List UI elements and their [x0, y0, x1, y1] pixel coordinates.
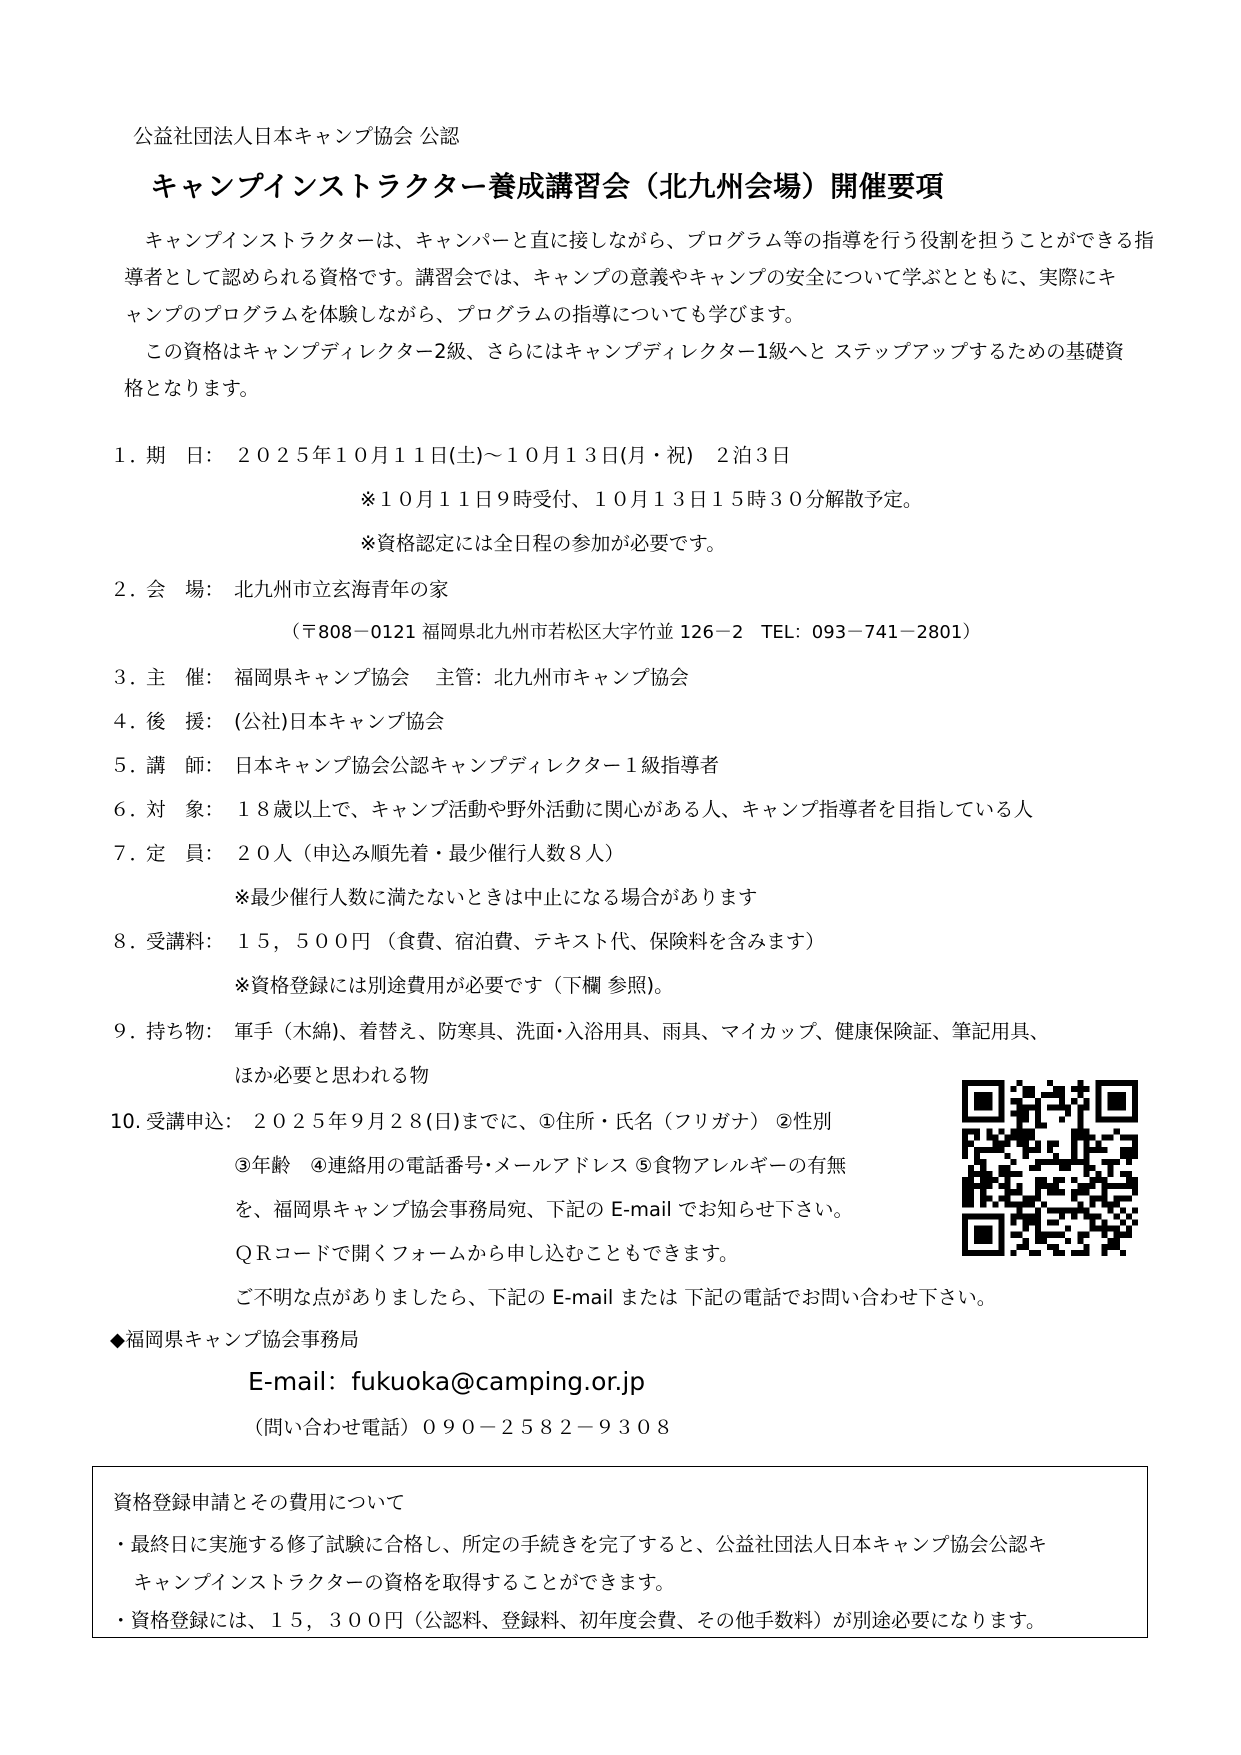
apply-line: ご不明な点がありましたら、下記の E-mail または 下記の電話でお問い合わせ下さい。: [234, 1286, 997, 1309]
item-label: 期 日：: [146, 444, 225, 467]
item-label: 受講料：: [146, 930, 225, 953]
item-value: 日本キャンプ協会公認キャンプディレクター１級指導者: [234, 754, 720, 777]
item-label: 会 場：: [146, 578, 225, 601]
item-label: 対 象：: [146, 798, 225, 821]
apply-line: ＱＲコードで開くフォームから申し込むこともできます。: [234, 1242, 739, 1265]
item-number: １．: [110, 444, 150, 467]
item-value: 福岡県キャンプ協会 主管：北九州市キャンプ協会: [234, 666, 689, 689]
item-number: ３．: [110, 666, 150, 689]
item-label: 定 員：: [146, 842, 225, 865]
intro-paragraph: [110, 222, 1154, 407]
item-number: ２．: [110, 578, 150, 601]
venue-address: （〒808－0121 福岡県北九州市若松区大字竹並 126－2 TEL：093－741－2801）: [282, 622, 981, 643]
item-note: ※資格登録には別途費用が必要です（下欄 参照)。: [234, 974, 674, 997]
qr-code-icon[interactable]: [962, 1080, 1138, 1256]
item-value: 北九州市立玄海青年の家: [234, 578, 449, 601]
office-email[interactable]: E-mail：fukuoka@camping.or.jp: [248, 1367, 646, 1396]
item-label: 持ち物：: [146, 1020, 225, 1043]
registration-heading: 資格登録申請とその費用について: [113, 1491, 406, 1514]
item-value: 軍手（木綿)、着替え、防寒具、洗面･入浴用具、雨具、マイカップ、健康保険証、筆記用具、: [234, 1020, 1050, 1043]
item-value: １５，５００円 （食費、宿泊費、テキスト代、保険料を含みます）: [234, 930, 825, 953]
intro-line: 格となります。: [124, 377, 259, 400]
item-support: [110, 706, 444, 734]
registration-box: [92, 1466, 1148, 1638]
item-value-continued: ほか必要と思われる物: [234, 1064, 430, 1087]
item-value: １８歳以上で、キャンプ活動や野外活動に関心がある人、キャンプ指導者を目指している人: [234, 798, 1034, 821]
intro-line: この資格はキャンプディレクター2級、さらにはキャンプディレクター1級へと ステップアップするための基礎資: [144, 340, 1125, 363]
item-number: ９．: [110, 1020, 150, 1043]
intro-line: ャンプのプログラムを体験しながら、プログラムの指導についても学びます。: [124, 303, 805, 326]
item-note: ※資格認定には全日程の参加が必要です。: [360, 532, 726, 555]
item-lecturer: [110, 750, 719, 778]
item-target: [110, 794, 1033, 822]
item-note: ※最少催行人数に満たないときは中止になる場合があります: [234, 886, 758, 909]
item-number: ８．: [110, 930, 150, 953]
item-value: ２０人（申込み順先着・最少催行人数８人）: [234, 842, 625, 865]
item-note: ※１０月１１日９時受付、１０月１３日１５時３０分解散予定。: [360, 488, 923, 511]
organization-line: 公益社団法人日本キャンプ協会 公認: [133, 124, 460, 148]
item-belongings: [110, 1016, 1049, 1044]
office-heading: ◆福岡県キャンプ協会事務局: [110, 1328, 359, 1351]
office-phone: （問い合わせ電話）０９０－２５８２－９３０８: [244, 1416, 674, 1439]
apply-line: を、福岡県キャンプ協会事務局宛、下記の E-mail でお知らせ下さい。: [234, 1198, 853, 1221]
item-number: ５．: [110, 754, 150, 777]
item-host: [110, 662, 689, 690]
item-value: ２０２５年１０月１１日(土)～１０月１３日(月・祝) ２泊３日: [234, 444, 791, 467]
item-capacity: [110, 838, 624, 866]
item-number: 10.: [110, 1110, 142, 1133]
item-label: 主 催：: [146, 666, 225, 689]
item-value: (公社)日本キャンプ協会: [234, 710, 445, 733]
item-fee: [110, 926, 825, 954]
page-title: キャンプインストラクター養成講習会（北九州会場）開催要項: [150, 170, 945, 203]
item-number: ６．: [110, 798, 150, 821]
item-label: 受講申込：: [146, 1110, 244, 1133]
apply-line: ③年齢 ④連絡用の電話番号･メールアドレス ⑤食物アレルギーの有無: [234, 1154, 847, 1177]
item-number: ７．: [110, 842, 150, 865]
item-venue: [110, 574, 449, 602]
registration-line: ・資格登録には、１５，３００円（公認料、登録料、初年度会費、その他手数料）が別途必要になります。: [111, 1609, 1046, 1632]
item-value: ２０２５年９月２８(日)までに、①住所・氏名（フリガナ） ②性別: [250, 1110, 832, 1133]
item-apply: [110, 1106, 832, 1134]
item-label: 講 師：: [146, 754, 225, 777]
registration-line: キャンプインストラクターの資格を取得することができます。: [133, 1571, 675, 1594]
item-date: [110, 440, 791, 468]
item-label: 後 援：: [146, 710, 225, 733]
intro-line: 導者として認められる資格です。講習会では、キャンプの意義やキャンプの安全について学ぶとともに、実際にキ: [124, 266, 1117, 289]
registration-line: ・最終日に実施する修了試験に合格し、所定の手続きを完了すると、公益社団法人日本キャンプ協会公認キ: [111, 1533, 1048, 1556]
item-number: ４．: [110, 710, 150, 733]
intro-line: キャンプインストラクターは、キャンパーと直に接しながら、プログラム等の指導を行う役割を担うことができる指: [144, 229, 1154, 252]
